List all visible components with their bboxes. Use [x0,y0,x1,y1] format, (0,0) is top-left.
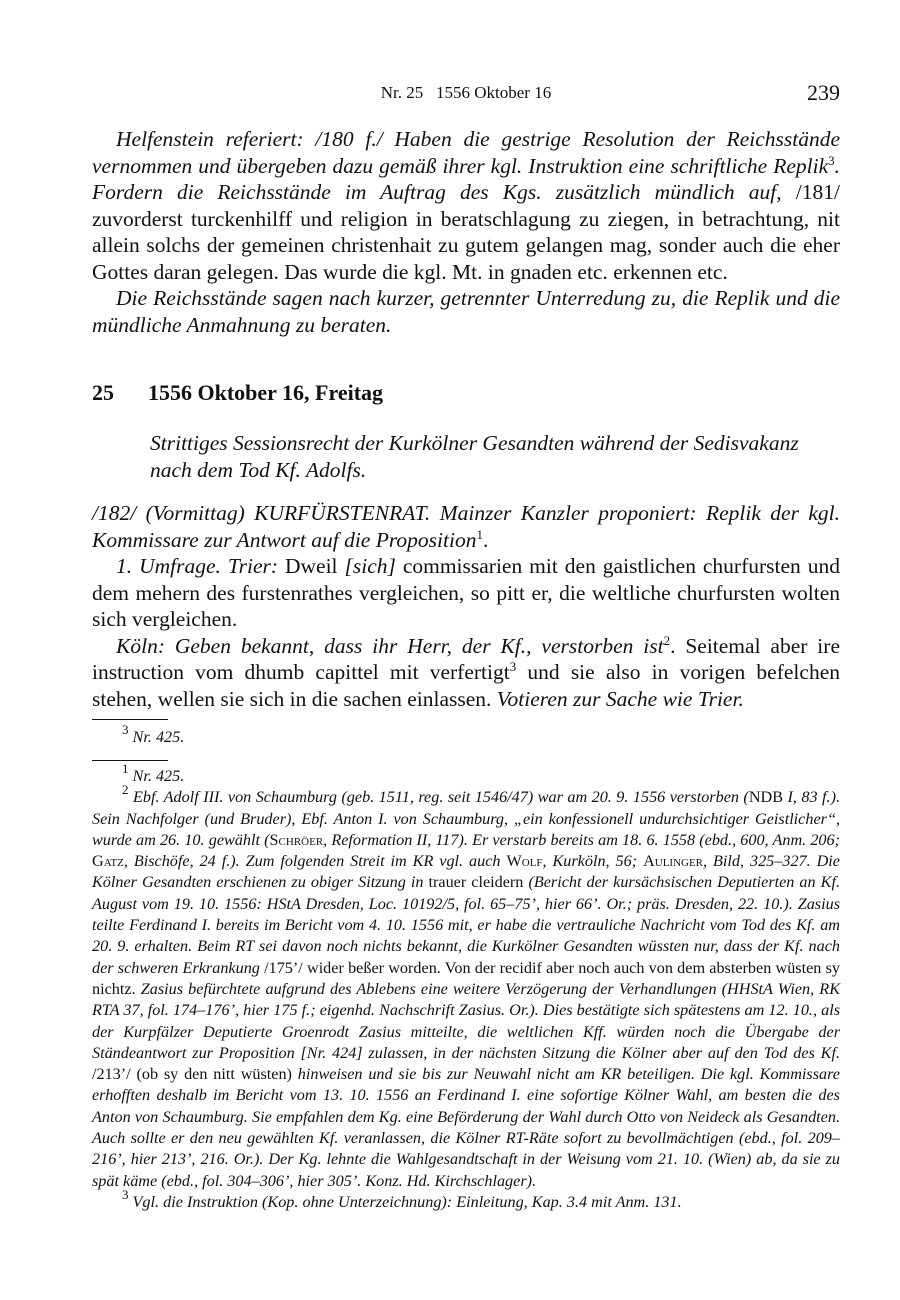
footnote-2-part-a: Ebf. Adolf III. von Schaumburg (geb. 1511, reg. seit 1546/47) war am 20. 9. 1556 verstorben ( [132,788,749,807]
footnote-2-aulinger: Aulinger [643,852,704,871]
body-koeln-text-b: und sie also in vorigen befelchen stehen, wellen sie sich in die sachen einlassen. [92,660,840,711]
footnote-top-3 [92,722,840,748]
footnote-2 [92,782,841,1192]
section-title: 1556 Oktober 16, Freitag [148,380,384,405]
footnote-2-part-g: (Bericht der kursächsischen Deputierten an Kf. August vom 19. 10. 1556: HStA Dresden, Loc. 10192/5, fol. 65–75’, hier 66’. Or.; präs. Dresden, 22. 10.). Zasius teilte Ferdinand I. bereits im Bericht vom 4. 10. 1556 mit, er habe die vertrauliche Nachricht vom Tod des Kf. am 20. 9. erhalten. Beim RT sei davon noch nichts bekannt, die Kurkölner Gesandten wüssten nur, dass der Kf. nach der schweren Erkrankung [92,873,840,977]
footnote-2-schroer: Schröer [269,830,324,849]
footnote-2-quote-1: trauer cleidern [428,873,524,892]
footnote-top-number: 3 [122,722,129,737]
footnote-1-text: Nr. 425. [132,767,185,785]
intro-quote: /181/ zuvorderst turckenhilff und religion in beratschlagung zu ziegen, in betrachtung, nit allein solchs der gemeinen christenhait zu gutem gelangen mag, sonder auch die eher Gottes daran gelegen. Das wurde die kgl. Mt. in gnaden etc. erkennen etc. [92,180,840,284]
intro-italic-b: . Fordern die Reichsstände im Auftrag des Kgs. zusätzlich mündlich auf, [92,153,840,204]
body-koeln-label: Köln: Geben bekannt, dass ihr Herr, der Kf., verstorben ist [116,633,664,658]
footnote-1 [92,761,840,787]
footnote-rule-top [92,719,168,720]
body-period: . [482,527,489,552]
body-italic-proposition: /182/ (Vormittag) KURFÜRSTENRAT. Mainzer Kanzler proponiert: Replik der kgl. Kommissare zur Antwort auf die Proposition [92,501,840,552]
body-sich: [sich] [344,554,396,578]
running-header [92,80,840,108]
footnote-top [92,722,840,748]
footnote-2-part-h: Zasius befürchtete aufgrund des Ablebens eine weitere Verzögerung der Verhandlungen (HHStA Wien, RK RTA 37, fol. 174–176’, hier 175 f.; eigenhd. Nachschrift Zasius. Or.). Dies bestätigte sich spätestens am 12. 10., als der Kurpfälzer Deputierte Groenrodt Zasius mitteilte, die weltlichen Kff. würden noch die Übergabe der Ständeantwort zur Proposition [Nr. 424] zulassen, in der nächsten Sitzung die Kölner aber auf den Tod des Kf. [92,979,840,1062]
intro-paragraph-2 [92,285,840,338]
footnote-2-part-d: , Bischöfe, 24 f.). Zum folgenden Streit im KR vgl. auch [123,852,507,871]
regest: Strittiges Sessionsrecht der Kurkölner Gesandten während der Sedisvakanz nach dem Tod Kf. Adolfs. [150,431,799,482]
intro-paragraph-1 [92,126,840,285]
footnote-2-gatz: Gatz [92,852,124,871]
running-header-title: Nr. 25 1556 Oktober 16 [380,83,552,102]
intro-italic-a: Helfenstein referiert: /180 f./ Haben die gestrige Resolution der Reichsstände vernommen und übergeben dazu gemäß ihrer kgl. Instruktion eine schriftliche Replik [92,127,840,178]
footnote-2-part-c: , Reformation II, 117). Er verstarb bereits am 18. 6. 1558 (ebd., 600, Anm. 206; [323,830,840,849]
body-section [92,500,840,712]
footnote-ref-3: 3 [828,152,835,168]
footnote-2-wolf: Wolf [506,852,543,871]
footnote-2-number: 2 [122,782,129,798]
page-number: 239 [807,80,840,105]
footnote-top-text: Nr. 425. [132,728,185,746]
footnote-1-number: 1 [122,761,129,776]
footnote-2-part-f: , Bild, 325–327. Die Kölner Gesandten erschienen zu obiger Sitzung in [92,852,840,892]
section-heading [92,380,383,406]
section-number: 25 [92,380,114,405]
body-trier-text-a: Dweil [278,554,345,578]
footnote-2-part-e: , Kurköln, 56; [542,852,644,871]
footnote-2-ndb: NDB [748,788,784,807]
footnote-3-text: Vgl. die Instruktion (Kop. ohne Unterzeichnung): Einleitung, Kap. 3.4 mit Anm. 131. [132,1192,682,1211]
intro-section [92,126,840,338]
footnote-3 [92,1186,840,1213]
footnote-ref-3b: 3 [509,659,517,674]
intro-italic-summary: Die Reichsstände sagen nach kurzer, getrennter Unterredung zu, die Replik und die mündliche Anmahnung zu beraten. [92,286,840,337]
body-koeln-italic-end: Votieren zur Sache wie Trier. [496,686,744,711]
body-paragraph-3 [92,633,840,713]
footnote-ref-1: 1 [476,526,483,542]
footnote-2-part-i: hinweisen und sie bis zur Neuwahl nicht am KR beteiligen. Die kgl. Kommissare erhofften deshalb im Bericht vom 13. 10. 1556 an Ferdinand I. eine sofortige Kölner Wahl, am besten die des Anton von Schaumburg. Sie empfahlen dem Kg. eine Beförderung der Wahl durch Otto von Neideck als Gesandten. Auch sollte er den neu gewählten Kf. veranlassen, die Kölner RT-Räte sofort zu bevollmächtigen (ebd., fol. 209–216’, hier 213’, 216. Or.). Der Kg. lehnte die Wahlgesandtschaft in der Weisung vom 21. 10. (Wien) ab, da sie zu spät käme (ebd., fol. 304–306’, hier 305’. Konz. Hd. Kirchschlager). [92,1065,840,1190]
footnotes [92,761,841,1213]
footnote-3-number: 3 [122,1186,129,1202]
body-trier-text-b: commissarien mit den gaistlichen churfursten und dem mehern des furstenrathes vergleichen, so pitt er, die weltliche churfursten wolten sich vergleichen. [92,554,840,631]
body-paragraph-2 [92,553,840,633]
footnote-rule-main [92,760,168,761]
body-umfrage-label: 1. Umfrage. Trier: [116,554,279,578]
body-koeln-text-a: . Seitemal aber ire instruction vom dhumb capittel mit verfertigt [92,633,840,684]
footnote-2-part-b: I, 83 f.). Sein Nachfolger (und Bruder), Ebf. Anton I. von Schaumburg, „ein konfessionell undurchsichtiger Geistlicher“, wurde am 26. 10. gewählt ( [92,788,841,849]
body-paragraph-1 [92,500,840,553]
footnote-ref-2: 2 [663,632,671,648]
footnote-2-quote-2: /175’/ wider beßer worden. Von der recidif aber noch auch von dem absterben wüsten sy nichtz. [92,958,840,998]
footnote-2-quote-3: /213’/ (ob sy den nitt wüsten) [92,1065,292,1084]
